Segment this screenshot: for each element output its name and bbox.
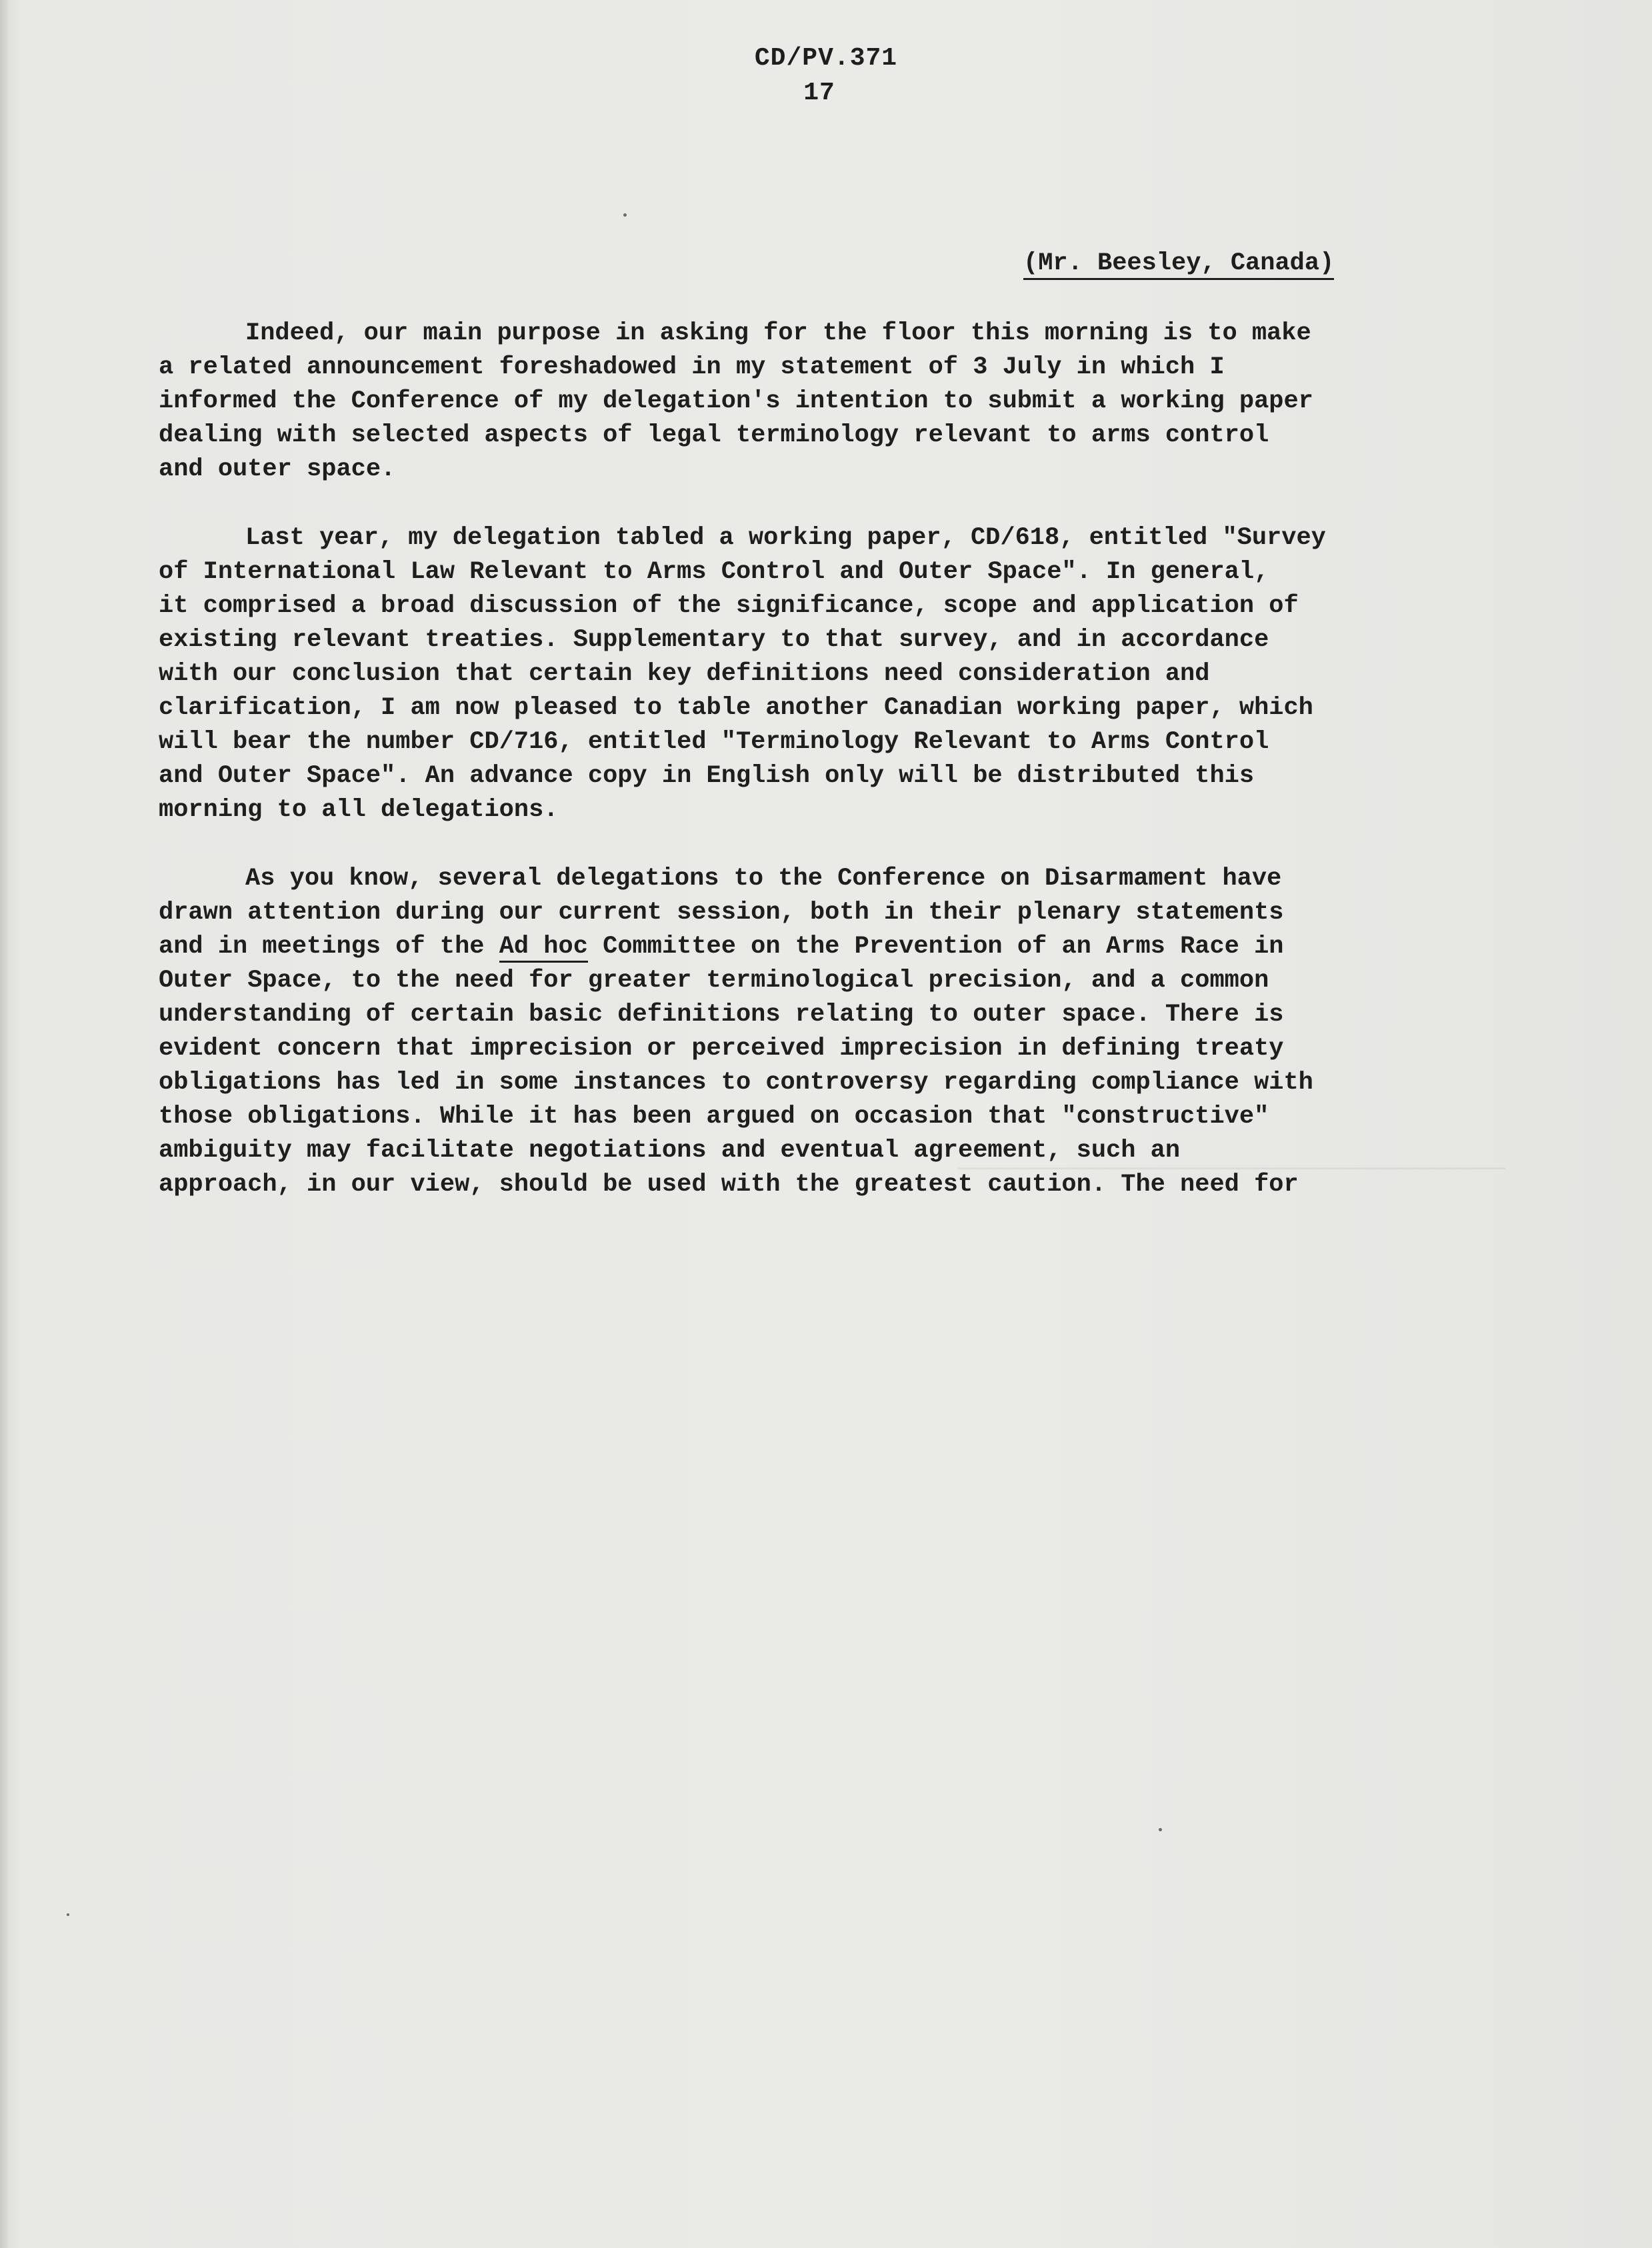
- text-line: a related announcement foreshadowed in my statement of 3 July in which I: [159, 353, 1225, 381]
- paragraph-2: [159, 521, 1505, 827]
- text-line-with-underline: [159, 930, 1505, 964]
- text-line: those obligations. While it has been argued on occasion that "constructive": [159, 1103, 1269, 1131]
- text-line: existing relevant treaties. Supplementary to that survey, and in accordance: [159, 626, 1269, 654]
- text-line: understanding of certain basic definitions relating to outer space. There is: [159, 1001, 1284, 1029]
- text-line: ambiguity may facilitate negotiations and eventual agreement, such an: [159, 1137, 1181, 1165]
- text-line: Last year, my delegation tabled a working paper, CD/618, entitled "Survey: [245, 524, 1326, 552]
- text-line: and outer space.: [159, 455, 396, 483]
- paragraph-3: [159, 862, 1505, 1202]
- text-segment: Committee on the Prevention of an Arms Race in: [587, 933, 1284, 961]
- scan-speck: [67, 1913, 69, 1916]
- text-line: As you know, several delegations to the Conference on Disarmament have: [245, 865, 1282, 893]
- scan-speck: [1159, 1828, 1162, 1831]
- page-number: 17: [803, 79, 835, 107]
- paragraph-1: [159, 317, 1505, 487]
- text-line: will bear the number CD/716, entitled "Terminology Relevant to Arms Control: [159, 728, 1269, 756]
- text-line: dealing with selected aspects of legal terminology relevant to arms control: [159, 421, 1269, 449]
- text-segment: and in meetings of the: [159, 933, 499, 961]
- text-line: with our conclusion that certain key definitions need consideration and: [159, 660, 1210, 688]
- text-line: approach, in our view, should be used with the greatest caution. The need for: [159, 1171, 1299, 1199]
- scan-speck: [623, 213, 627, 217]
- text-line: of International Law Relevant to Arms Control and Outer Space". In general,: [159, 558, 1269, 586]
- text-line: morning to all delegations.: [159, 796, 559, 824]
- text-line: Outer Space, to the need for greater terminological precision, and a common: [159, 967, 1269, 995]
- text-line: informed the Conference of my delegation's intention to submit a working paper: [159, 387, 1313, 415]
- text-line: clarification, I am now pleased to table another Canadian working paper, which: [159, 694, 1313, 722]
- underlined-phrase: Ad hoc: [499, 933, 588, 963]
- document-code: CD/PV.371: [754, 44, 898, 73]
- speaker-name: (Mr. Beesley, Canada): [1023, 249, 1334, 280]
- statement-body: [159, 317, 1505, 1237]
- text-line: drawn attention during our current session, both in their plenary statements: [159, 899, 1284, 927]
- text-line: and Outer Space". An advance copy in English only will be distributed this: [159, 762, 1255, 790]
- text-line: it comprised a broad discussion of the significance, scope and application of: [159, 592, 1299, 620]
- page-edge-shadow: [0, 0, 9, 2248]
- text-line: evident concern that imprecision or perceived imprecision in defining treaty: [159, 1035, 1284, 1063]
- bleed-through-texture: ─────────────────────────────────────: [957, 1156, 1505, 1184]
- speaker-attribution: [1023, 245, 1334, 281]
- text-line: Indeed, our main purpose in asking for the floor this morning is to make: [245, 319, 1311, 347]
- text-line: obligations has led in some instances to controversy regarding compliance with: [159, 1069, 1313, 1097]
